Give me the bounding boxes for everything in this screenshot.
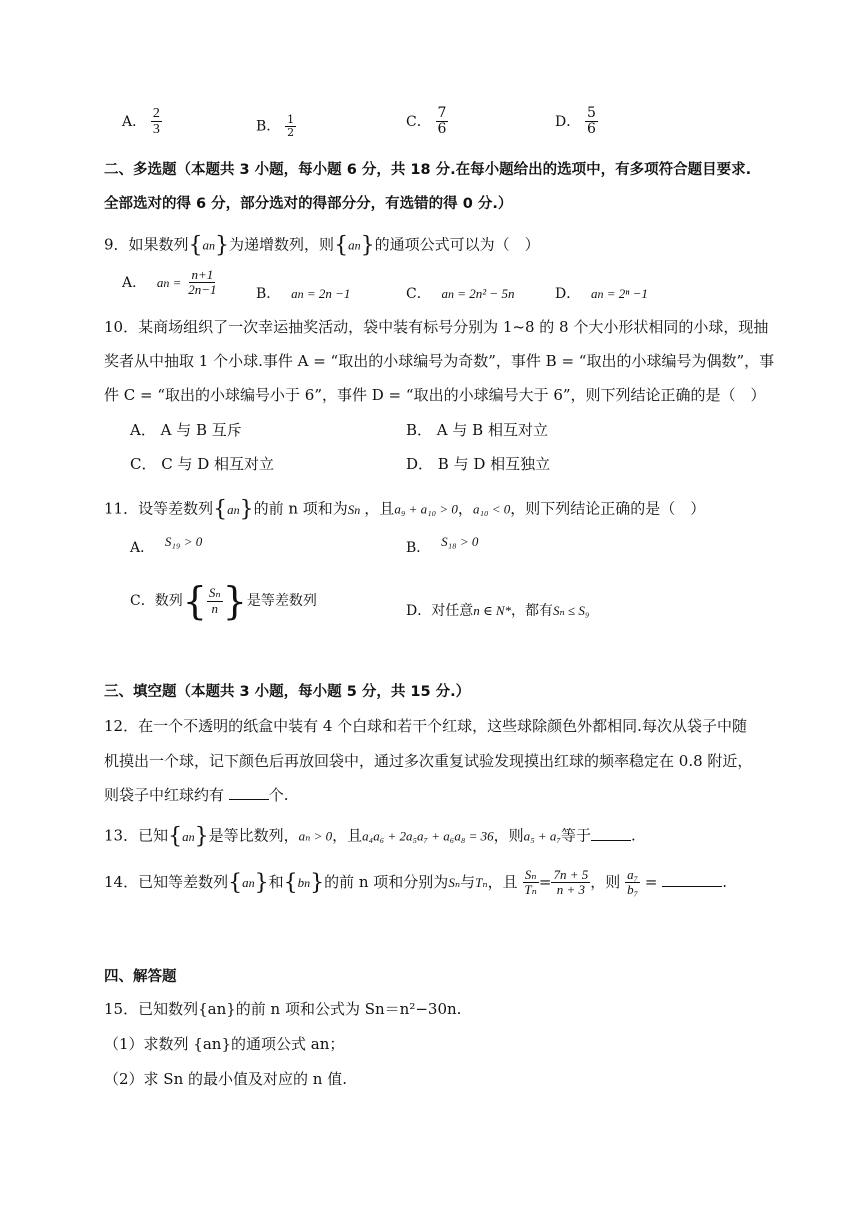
- option-label: A．: [122, 113, 147, 130]
- q10-option-c: C． C 与 D 相互对立: [130, 455, 275, 473]
- q8-option-c: [406, 106, 448, 138]
- question-10-line-3: 件 C = “取出的小球编号小于 6”，事件 D = “取出的小球编号大于 6”，则下列结论正确的是（ ）: [104, 386, 766, 404]
- question-9: 9．如果数列{an}为递增数列，则{an}的通项公式可以为（ ）: [104, 233, 540, 258]
- section-2-title: 二、多选题（本题共 3 小题，每小题 6 分，共 18 分.在每小题给出的选项中，有多项符合题目要求.: [104, 162, 752, 178]
- left-brace: {: [188, 233, 203, 258]
- question-11: 11．设等差数列{an}的前 n 项和为Sn ，且a₉ + a₁₀ > 0，a₁₀ < 0，则下列结论正确的是（ ）: [104, 497, 706, 522]
- question-15-part-2: （2）求 Sn 的最小值及对应的 n 值.: [104, 1070, 347, 1088]
- fraction: $\frac{7}{6}$: [437, 105, 447, 138]
- fraction: $\frac{\text{a₇}}{\text{b₇}}$: [627, 867, 639, 898]
- fraction: $\frac{7n + 5}{n + 3}$: [553, 867, 589, 898]
- right-brace: }: [215, 233, 230, 258]
- q9-option-d: D． an = 2ⁿ −1: [555, 286, 648, 302]
- fraction: $\frac{1}{2}$: [287, 113, 295, 140]
- q8-option-d: [555, 106, 598, 138]
- question-14: 14．已知等差数列{an}和{bn}的前 n 项和分别为Sₙ与Tₙ，且 $\frac{\text{Sₙ}}{\text{Tₙ}}$ = $\frac{7n + 5}{n + 3}$ ，则 $\frac{\text{a₇}}{\text{b₇}}$ = .: [104, 867, 727, 898]
- question-10-line-2: 奖者从中抽取 1 个小球.事件 A = “取出的小球编号为奇数”，事件 B = “取出的小球编号为偶数”，事: [104, 352, 775, 370]
- q9-option-a: A． an = $\frac{n+1}{2n-1}$: [122, 267, 217, 298]
- fraction: $\frac{5}{6}$: [587, 105, 596, 138]
- section-3-title: 三、填空题（本题共 3 小题，每小题 5 分，共 15 分.）: [104, 684, 471, 700]
- q8-option-a: [122, 106, 162, 138]
- question-15-part-1: （1）求数列 {an}的通项公式 an；: [104, 1035, 345, 1053]
- q10-option-b: B． A 与 B 相互对立: [406, 421, 548, 439]
- option-label: C．: [406, 113, 431, 130]
- q11-option-c: C．数列{ $\frac{\text{Sₙ}}{n}$ }是等差数列: [130, 579, 317, 623]
- question-15-line-1: 15．已知数列{an}的前 n 项和公式为 Sn＝n²−30n.: [104, 1000, 462, 1018]
- q11-option-d: D．对任意n ∈ N*，都有Sₙ ≤ S₉: [406, 603, 590, 619]
- q10-option-a: A． A 与 B 互斥: [130, 421, 242, 439]
- section-2-subtitle: 全部选对的得 6 分，部分选对的得部分分，有选错的得 0 分.）: [104, 196, 513, 212]
- q8-option-b: [256, 114, 296, 139]
- q9-option-c: C． an = 2n² − 5n: [406, 286, 515, 302]
- fraction: $\frac{2}{3}$: [152, 106, 160, 138]
- question-12-line-2: 机摸出一个球，记下颜色后再放回袋中，通过多次重复试验发现摸出红球的频率稳定在 0.8 附近，: [104, 752, 753, 770]
- answer-blank[interactable]: [591, 826, 631, 841]
- question-12-line-1: 12．在一个不透明的纸盒中装有 4 个白球和若干个红球，这些球除颜色外都相同.每次从袋子中随: [104, 717, 747, 735]
- q9-option-b: B． an = 2n −1: [256, 286, 351, 302]
- fraction: $\frac{\text{Sₙ}}{n}$: [208, 585, 221, 616]
- fraction: $\frac{\text{Sₙ}}{\text{Tₙ}}$: [524, 867, 537, 898]
- question-12-line-3: 则袋子中红球约有 个.: [104, 786, 289, 804]
- option-label: D．: [555, 113, 581, 130]
- option-label: B．: [256, 118, 281, 135]
- question-10-line-1: 10．某商场组织了一次幸运抽奖活动，袋中装有标号分别为 1~8 的 8 个大小形状相同的小球，现抽: [104, 318, 769, 336]
- q11-option-b: B． S₁₈ > 0: [406, 534, 479, 556]
- q10-option-d: D． B 与 D 相互独立: [406, 455, 551, 473]
- q11-option-a: A． S₁₉ > 0: [130, 534, 203, 556]
- answer-blank[interactable]: [229, 785, 269, 800]
- question-13: 13．已知{an}是等比数列，aₙ > 0，且a₄a₆ + 2a₅a₇ + a₆a₈ = 36，则a₅ + a₇等于 .: [104, 824, 636, 849]
- section-4-title: 四、解答题: [104, 969, 177, 985]
- fraction: $\frac{n+1}{2n-1}$: [188, 267, 217, 298]
- answer-blank[interactable]: [662, 872, 722, 887]
